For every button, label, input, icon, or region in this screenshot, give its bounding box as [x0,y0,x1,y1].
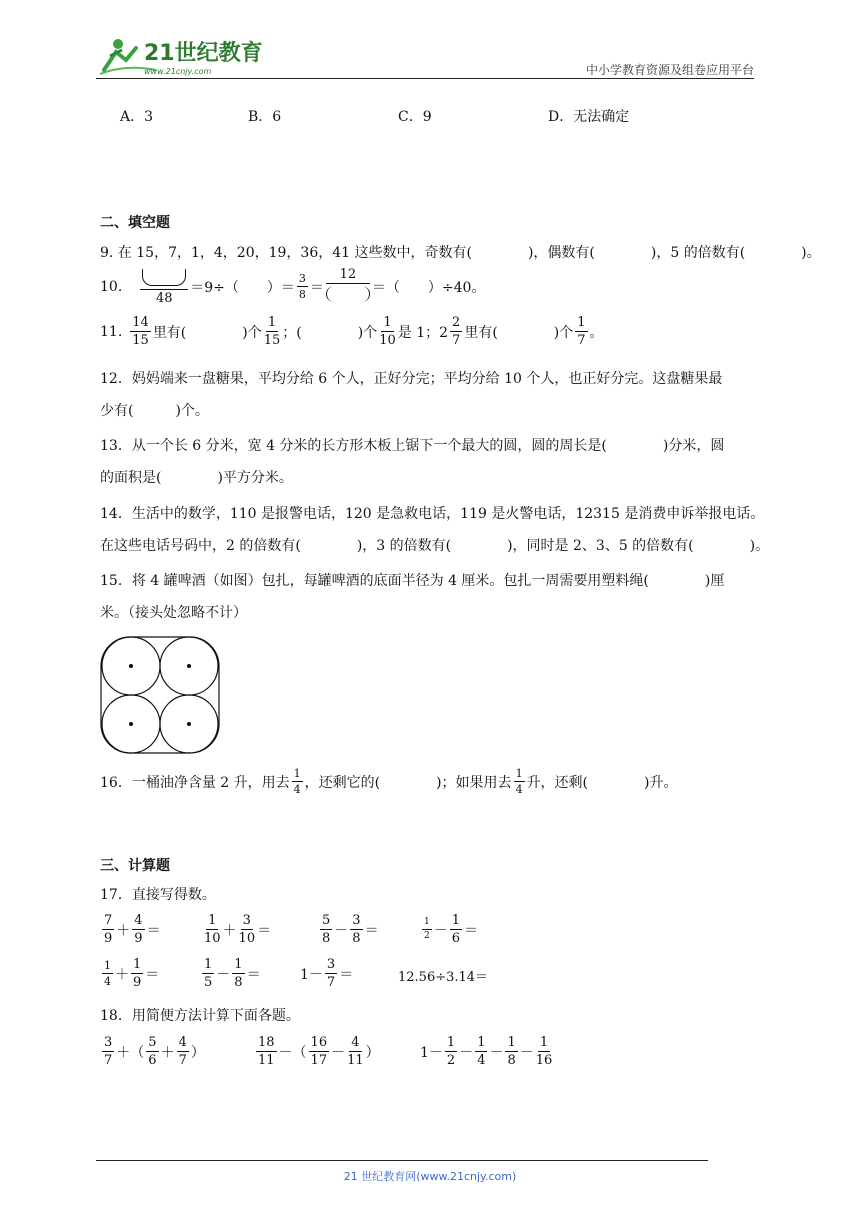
fraction-blank-48: 48 [140,269,188,305]
q18-expr-1: $\frac{3}{7}$ ＋（ $\frac{5}{6}$ ＋ $\frac{4}{7}$ ） [104,1035,205,1068]
svg-text:21世纪教育: 21世纪教育 [144,41,263,66]
answer-blank [142,269,186,286]
question-12-line1: 12．妈妈端来一盘糖果，平均分给 6 个人，正好分完；平均分给 10 个人，也正好分完。这盘糖果最 [100,371,723,387]
q17-expr-4: $\frac{1}{2}$ － $\frac{1}{6}$ ＝ [424,913,479,946]
q17-expr-6: $\frac{1}{5}$ － $\frac{1}{8}$ ＝ [204,957,261,990]
option-b: B．6 [248,109,282,125]
q17-expr-5: $\frac{1}{4}$ ＋ $\frac{1}{9}$ ＝ [104,957,160,990]
question-17-title: 17．直接写得数。 [100,887,216,903]
footer-divider [96,1160,708,1161]
option-c: C．9 [398,109,432,125]
answer-blank [326,286,370,302]
question-15-line1: 15．将 4 罐啤酒（如图）包扎，每罐啤酒的底面半径为 4 厘米。包扎一周需要用塑料绳( )厘 [100,573,725,589]
beer-cans-figure [100,636,222,760]
q17-expr-8: 12.56÷3.14＝ [398,970,489,985]
section-title-calculation: 三、计算题 [100,858,170,874]
site-logo [96,30,266,80]
option-d: D．无法确定 [548,109,630,125]
question-9: 9. 在 15，7，1，4，20，19，36，41 这些数中，奇数有( )，偶数有( )，5 的倍数有( )。 [100,245,821,261]
question-14-line1: 14．生活中的数学，110 是报警电话，120 是急救电话，119 是火警电话，12315 是消费申诉举报电话。 [100,506,765,522]
q18-expr-2: $\frac{18}{11}$ －（ $\frac{16}{17}$ － $\frac{4}{11}$ ） [258,1035,380,1068]
q17-expr-7: 1－ $\frac{3}{7}$ ＝ [300,957,354,990]
question-13-line2: 的面积是( )平方分米。 [100,470,293,486]
svg-text:www.21cnjy.com: www.21cnjy.com [144,67,212,76]
question-10: 10. 48 ＝9÷（ ）＝ $\frac{3}{8}$ ＝ 12 ＝（ ）÷40。 [100,267,486,306]
q17-expr-3: $\frac{5}{8}$ － $\frac{3}{8}$ ＝ [322,913,379,946]
option-a: A．3 [120,109,154,125]
question-16: 16．一桶油净含量 2 升，用去 $\frac{1}{4}$ ，还剩它的( )；如果用去 $\frac{1}{4}$ 升，还剩( )升。 [100,767,678,796]
question-15-line2: 米。（接头处忽略不计） [100,605,247,621]
q17-expr-2: $\frac{1}{10}$ ＋ $\frac{3}{10}$ ＝ [204,913,272,946]
platform-name: 中小学教育资源及组卷应用平台 [585,63,754,77]
q18-expr-3: 1－ $\frac{1}{2}$ － $\frac{1}{4}$ － $\frac{1}{8}$ － $\frac{1}{16}$ [420,1035,553,1068]
fraction-12-blank: 12 [326,268,370,305]
section-title-fill-blank: 二、填空题 [100,215,170,231]
footer-link[interactable]: 21 世纪教育网(www.21cnjy.com) [343,1170,517,1183]
question-14-line2: 在这些电话号码中，2 的倍数有( )，3 的倍数有( )，同时是 2、3、5 的倍数有( )。 [100,538,770,554]
question-12-line2: 少有( )个。 [100,403,209,419]
header-divider [96,78,754,79]
q17-expr-1: $\frac{7}{9}$ ＋ $\frac{4}{9}$ ＝ [104,913,161,946]
question-11: 11. $\frac{14}{15}$ 里有( )个 $\frac{1}{15}$ ；( )个 $\frac{1}{10}$ 是 1；2 $\frac{2}{7}$ 里有( )个 $\frac{1}{7}$ 。 [100,315,604,348]
question-13-line1: 13．从一个长 6 分米，宽 4 分米的长方形木板上锯下一个最大的圆，圆的周长是( )分米，圆 [100,438,725,454]
question-18-title: 18．用简便方法计算下面各题。 [100,1008,300,1024]
